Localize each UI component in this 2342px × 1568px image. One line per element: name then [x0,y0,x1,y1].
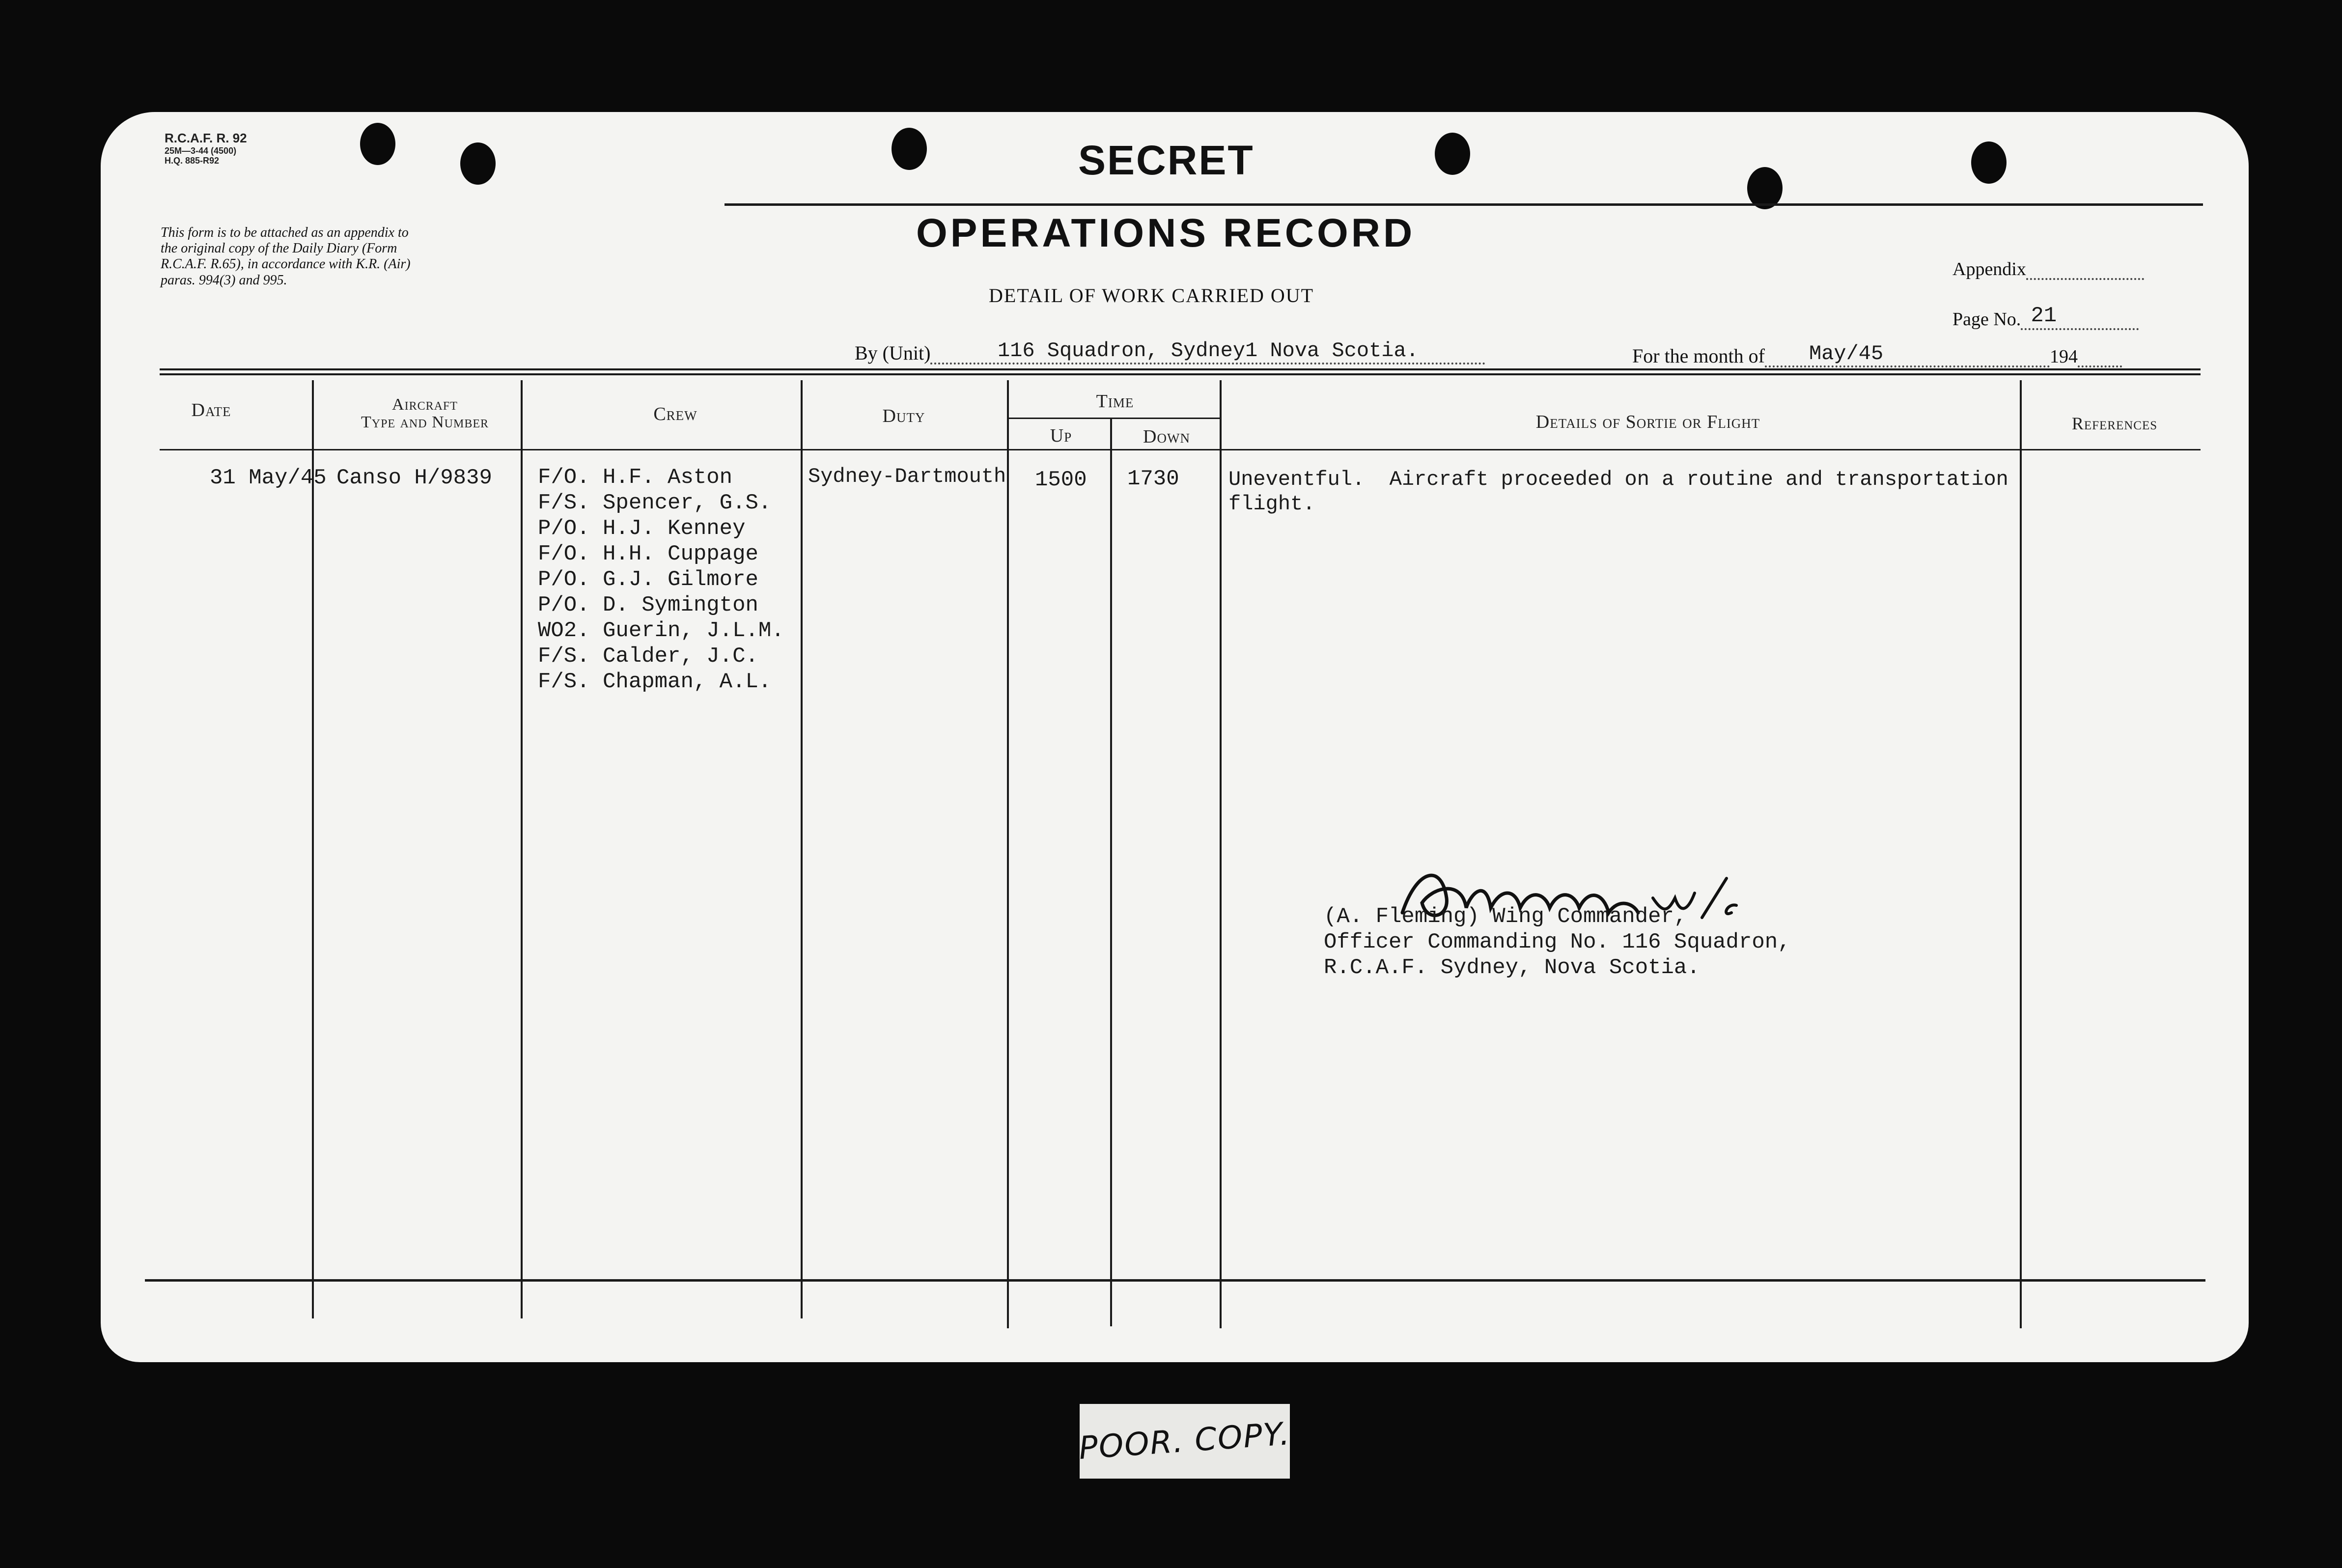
year-prefix: 194 [2049,346,2078,367]
operations-record-card [101,112,2249,1362]
crew-member: P/O. G.J. Gilmore [538,567,758,592]
poor-copy-label: POOR. COPY. [1078,1416,1292,1467]
col-header-duty: Duty [882,406,925,426]
appendix-value [2026,260,2144,280]
time-split-rule [1008,418,1220,419]
col-header-aircraft-line1: Aircraft [392,395,458,414]
crew-member: F/S. Calder, J.C. [538,644,758,669]
col-header-aircraft [317,396,533,431]
col-header-time: Time [1096,391,1134,412]
form-code-line1: R.C.A.F. R. 92 [165,131,247,145]
classification-stamp: SECRET [1078,137,1255,183]
page-title: OPERATIONS RECORD [916,211,1416,255]
header-top-rule [725,203,2203,206]
unit-label: By (Unit) [855,342,931,364]
col-header-references: References [2071,414,2158,433]
cell-time-up: 1500 [1035,468,1087,492]
cell-aircraft: Canso H/9839 [336,466,492,490]
page-no-label: Page No. [1952,309,2021,330]
column-divider [1007,380,1009,1328]
page-no-value: 21 [2021,304,2139,330]
crew-member: P/O. H.J. Kenney [538,516,746,541]
column-divider [312,380,314,1318]
table-bottom-rule [145,1279,2205,1282]
signature-line2: Officer Commanding No. 116 Squadron, [1324,930,1791,954]
column-divider [521,380,523,1318]
cell-date: 31 May/45 [210,466,327,490]
form-code [165,132,247,165]
column-divider [1220,380,1222,1328]
column-divider [2020,380,2022,1328]
page-subtitle: DETAIL OF WORK CARRIED OUT [989,284,1314,307]
crew-member: F/S. Spencer, G.S. [538,491,772,515]
crew-member: F/O. H.H. Cuppage [538,542,758,566]
signature-line3: R.C.A.F. Sydney, Nova Scotia. [1324,955,1700,980]
month-label: For the month of [1632,345,1765,367]
crew-member: P/O. D. Symington [538,593,758,617]
appendix-field [1952,258,2144,280]
punch-hole [360,123,395,165]
punch-hole [1971,141,2007,184]
cell-details-line1: Uneventful. Aircraft proceeded on a routine and transportation [1228,468,2008,491]
cell-details-line2: flight. [1228,492,1315,516]
punch-hole [460,142,496,185]
appendix-label: Appendix [1952,259,2026,280]
month-value: May/45 [1765,342,2050,367]
cell-crew [538,465,784,695]
cell-duty: Sydney-Dartmouth [808,465,1006,488]
column-divider [1110,418,1112,1326]
month-field [1632,342,2122,367]
cell-time-down: 1730 [1127,467,1179,491]
form-code-line2: 25M—3-44 (4500) [165,146,237,156]
unit-value: 116 Squadron, Sydney1 Nova Scotia. [930,339,1485,364]
col-header-crew: Crew [653,404,697,424]
col-header-aircraft-line2: Type and Number [361,413,489,431]
col-header-up: Up [1050,425,1072,446]
column-divider [801,380,803,1318]
col-header-date: Date [191,400,231,420]
signature-line1: (A. Fleming) Wing Commander, [1324,904,1687,929]
crew-member: F/S. Chapman, A.L. [538,670,772,694]
table-top-rule [160,373,2201,375]
poor-copy-note [1080,1404,1290,1479]
signature-block [1324,904,1791,980]
form-code-line3: H.Q. 885-R92 [165,156,220,166]
col-header-details: Details of Sortie or Flight [1535,412,1760,432]
crew-member: WO2. Guerin, J.L.M. [538,618,784,643]
year-suffix [2078,351,2122,367]
punch-hole [892,128,927,170]
page-no-field [1952,304,2139,330]
punch-hole [1435,133,1470,175]
col-header-down: Down [1143,426,1190,447]
header-bottom-rule [160,449,2201,450]
attachment-instruction: This form is to be attached as an appendix to the original copy of the Daily Diary (Form R.C.A.F. R.65), in accordance with K.R. (Air) paras. 994(3) and 995. [161,225,411,288]
crew-member: F/O. H.F. Aston [538,465,733,490]
table-top-rule [160,368,2201,370]
unit-field [855,339,1485,364]
